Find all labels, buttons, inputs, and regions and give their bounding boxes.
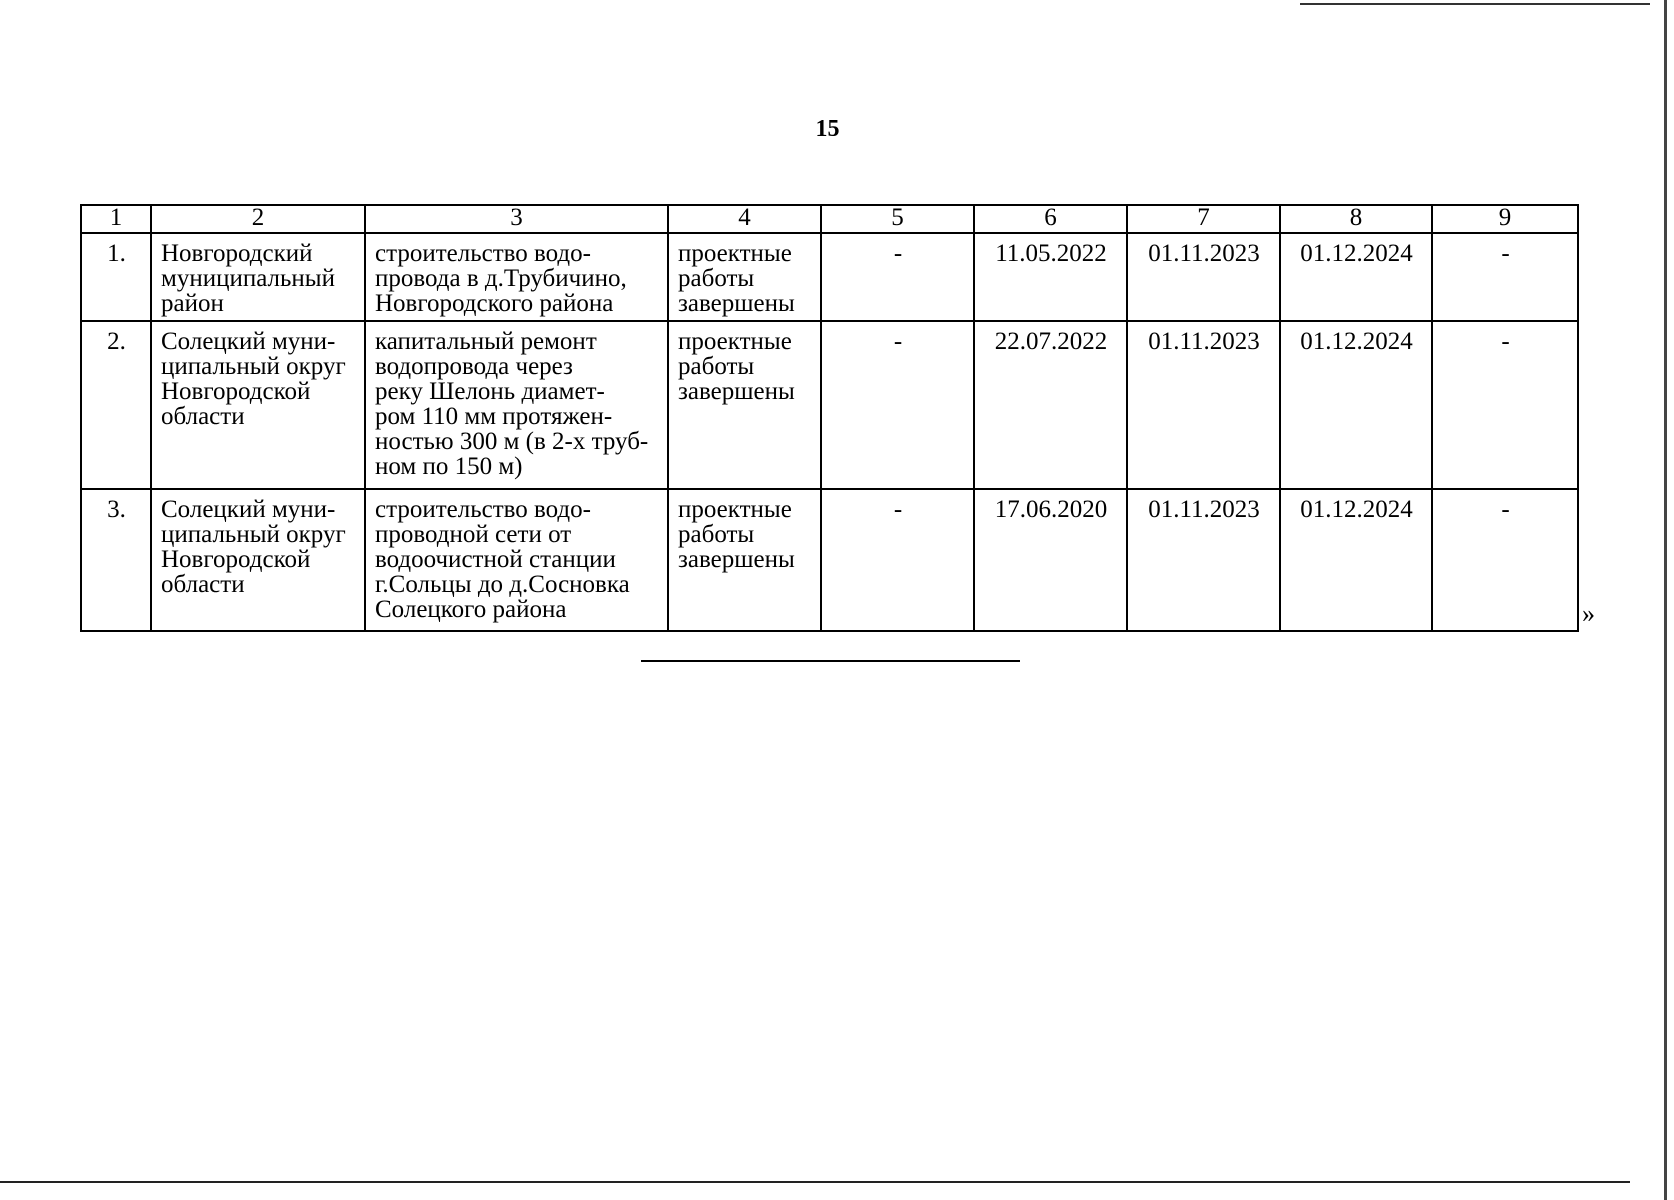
date-cell: 01.12.2024 xyxy=(1280,489,1432,631)
date-cell: 01.11.2023 xyxy=(1127,321,1280,489)
top-edge-rule xyxy=(1300,3,1650,5)
table-cell: - xyxy=(821,233,974,321)
column-header: 4 xyxy=(668,205,821,233)
table-cell: - xyxy=(1432,321,1578,489)
scan-right-edge xyxy=(1664,0,1667,1200)
date-cell: 22.07.2022 xyxy=(974,321,1127,489)
date-cell: 11.05.2022 xyxy=(974,233,1127,321)
object-cell: капитальный ремонт водопровода через реку Шелонь диамет- ром 110 мм протяжен- ностью 300 м (в 2-х труб- ном по 150 м) xyxy=(365,321,668,489)
municipality-cell: Солецкий муни- ципальный округ Новгородской области xyxy=(151,489,365,631)
status-cell: проектные работы завершены xyxy=(668,489,821,631)
table-row xyxy=(81,489,1578,631)
municipality-cell: Новгородский муниципальный район xyxy=(151,233,365,321)
table-cell: - xyxy=(821,489,974,631)
closing-quote: » xyxy=(1582,599,1595,628)
table-cell: - xyxy=(1432,489,1578,631)
date-cell: 01.11.2023 xyxy=(1127,489,1280,631)
row-number: 3. xyxy=(81,489,151,631)
bottom-edge-rule xyxy=(0,1181,1630,1183)
table-cell: - xyxy=(821,321,974,489)
column-header: 1 xyxy=(81,205,151,233)
row-number: 2. xyxy=(81,321,151,489)
date-cell: 01.12.2024 xyxy=(1280,321,1432,489)
date-cell: 17.06.2020 xyxy=(974,489,1127,631)
column-header: 3 xyxy=(365,205,668,233)
status-cell: проектные работы завершены xyxy=(668,233,821,321)
status-cell: проектные работы завершены xyxy=(668,321,821,489)
date-cell: 01.12.2024 xyxy=(1280,233,1432,321)
page-number: 15 xyxy=(815,116,840,142)
municipality-cell: Солецкий муни- ципальный округ Новгородской области xyxy=(151,321,365,489)
object-cell: строительство водо- провода в д.Трубичино, Новгородского района xyxy=(365,233,668,321)
object-cell: строительство водо- проводной сети от водоочистной станции г.Сольцы до д.Сосновка Солецкого района xyxy=(365,489,668,631)
column-header: 2 xyxy=(151,205,365,233)
column-header: 7 xyxy=(1127,205,1280,233)
column-header: 9 xyxy=(1432,205,1578,233)
end-separator-line xyxy=(641,660,1020,662)
column-header: 8 xyxy=(1280,205,1432,233)
column-header: 6 xyxy=(974,205,1127,233)
table-row xyxy=(81,233,1578,321)
table-cell: - xyxy=(1432,233,1578,321)
column-number-row xyxy=(81,205,1578,233)
column-header: 5 xyxy=(821,205,974,233)
row-number: 1. xyxy=(81,233,151,321)
projects-table xyxy=(80,204,1579,632)
table-row xyxy=(81,321,1578,489)
date-cell: 01.11.2023 xyxy=(1127,233,1280,321)
